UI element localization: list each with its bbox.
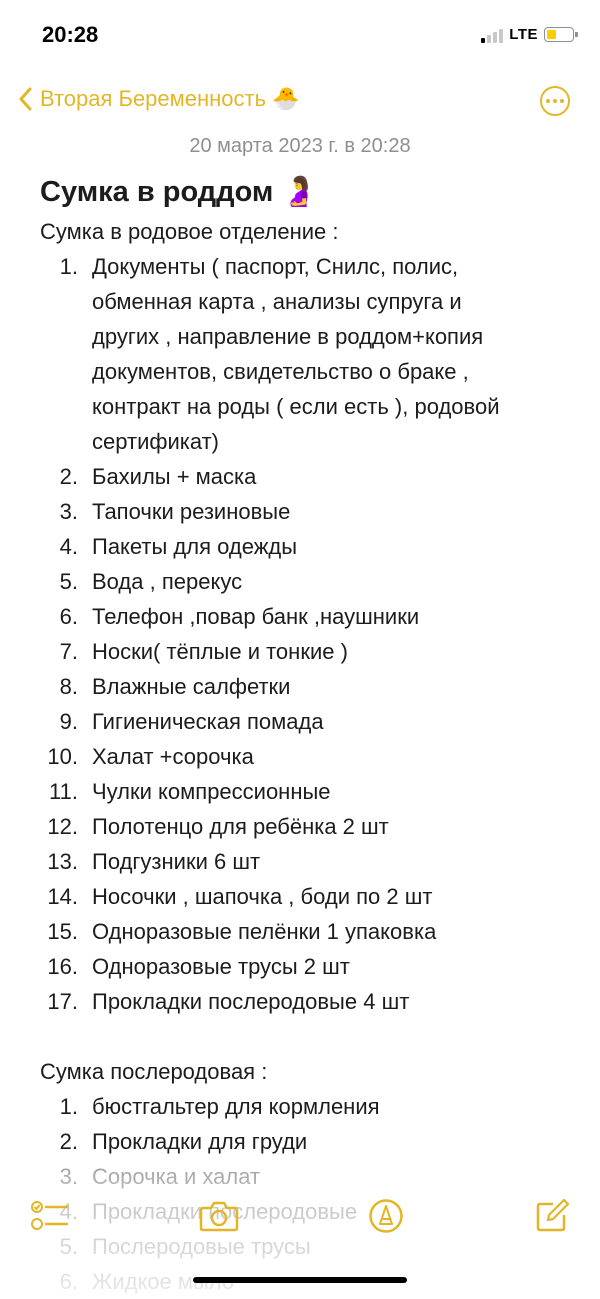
delivery-bag-list <box>40 249 570 1019</box>
list-item-text: Носки( тёплые и тонкие ) <box>92 639 348 664</box>
list-item <box>40 494 570 529</box>
list-item-number: 5. <box>59 569 78 594</box>
list-item-number: 13. <box>47 849 78 874</box>
status-bar <box>0 0 600 70</box>
list-item-text: Пакеты для одежды <box>92 534 298 559</box>
blank-line <box>40 1019 570 1054</box>
list-item-text: документов, свидетельство о браке , <box>92 359 469 384</box>
checklist-icon <box>31 1199 69 1233</box>
camera-icon <box>199 1200 239 1232</box>
list-item-number: 1. <box>59 254 78 279</box>
list-item-number: 1. <box>59 1094 78 1119</box>
list-item-number: 9. <box>59 709 78 734</box>
list-item-text: Телефон ,повар банк ,наушники <box>92 604 420 629</box>
markup-pen-icon <box>368 1198 404 1234</box>
list-item-text: Документы ( паспорт, Снилс, полис, <box>92 254 459 279</box>
checklist-button[interactable] <box>30 1196 70 1236</box>
list-item-text: Прокладки послеродовые 4 шт <box>92 989 410 1014</box>
list-item-text: других , направление в роддом+копия <box>92 324 484 349</box>
status-indicators <box>481 26 574 43</box>
list-item <box>40 1089 570 1124</box>
list-item-text: Полотенцо для ребёнка 2 шт <box>92 814 389 839</box>
signal-strength-icon <box>481 27 503 43</box>
status-time: 20:28 <box>42 22 99 47</box>
list-item-text: Чулки компрессионные <box>92 779 331 804</box>
list-item <box>40 914 570 949</box>
list-item <box>40 879 570 914</box>
list-item-text: Тапочки резиновые <box>92 499 291 524</box>
list-item <box>40 774 570 809</box>
list-item-text: Подгузники 6 шт <box>92 849 261 874</box>
list-item <box>40 809 570 844</box>
back-label: Вторая Беременность <box>40 86 267 111</box>
list-item <box>40 1124 570 1159</box>
list-item-number: 2. <box>59 1129 78 1154</box>
list-item-number: 16. <box>47 954 78 979</box>
nav-bar <box>0 80 600 124</box>
list-item <box>40 564 570 599</box>
list-item <box>40 704 570 739</box>
list-item-text: Влажные салфетки <box>92 674 291 699</box>
list-item-text: Вода , перекус <box>92 569 243 594</box>
list-item-text: Бахилы + маска <box>92 464 257 489</box>
list-item <box>40 949 570 984</box>
battery-icon <box>544 27 574 42</box>
list-item-number: 17. <box>47 989 78 1014</box>
compose-button[interactable] <box>532 1196 572 1236</box>
list-item-text: сертификат) <box>92 429 220 454</box>
hatching-chick-icon: 🐣 <box>272 86 300 111</box>
list-item <box>40 249 570 459</box>
list-item-text: Гигиеническая помада <box>92 709 324 734</box>
list-item <box>40 739 570 774</box>
more-options-button[interactable] <box>540 86 570 116</box>
camera-button[interactable] <box>199 1196 239 1236</box>
section-title-delivery: Сумка в родовое отделение : <box>40 219 339 244</box>
list-item-number: 15. <box>47 919 78 944</box>
note-title: Сумка в роддом 🤰 <box>40 176 318 208</box>
list-item <box>40 599 570 634</box>
list-item-number: 11. <box>49 779 78 804</box>
list-item-number: 4. <box>59 534 78 559</box>
list-item <box>40 459 570 494</box>
home-indicator[interactable] <box>193 1277 407 1283</box>
list-item-number: 14. <box>47 884 78 909</box>
section-title-postpartum: Сумка послеродовая : <box>40 1059 268 1084</box>
list-item <box>40 529 570 564</box>
list-item-number: 7. <box>59 639 78 664</box>
list-item-number: 12. <box>47 814 78 839</box>
list-item <box>40 984 570 1019</box>
compose-icon <box>534 1198 570 1234</box>
list-item-number: 6. <box>59 604 78 629</box>
markup-button[interactable] <box>366 1196 406 1236</box>
list-item-text: обменная карта , анализы супруга и <box>92 289 462 314</box>
list-item-text: Халат +сорочка <box>92 744 254 769</box>
list-item-text: контракт на роды ( если есть ), родовой <box>92 394 500 419</box>
list-item-text: бюстгальтер для кормления <box>92 1094 380 1119</box>
chevron-left-icon <box>18 87 32 111</box>
back-button[interactable] <box>18 86 300 112</box>
note-date: 20 марта 2023 г. в 20:28 <box>189 135 411 157</box>
list-item-text: Одноразовые трусы 2 шт <box>92 954 350 979</box>
list-item-number: 2. <box>59 464 78 489</box>
list-item-text: Одноразовые пелёнки 1 упаковка <box>92 919 437 944</box>
list-item <box>40 634 570 669</box>
list-item-number: 10. <box>47 744 78 769</box>
more-dot-icon <box>546 99 550 103</box>
list-item <box>40 844 570 879</box>
list-item-text: Носочки , шапочка , боди по 2 шт <box>92 884 433 909</box>
list-item-number: 3. <box>59 499 78 524</box>
note-body[interactable] <box>40 170 570 1299</box>
network-type: LTE <box>509 26 538 43</box>
list-item-number: 8. <box>59 674 78 699</box>
list-item <box>40 669 570 704</box>
list-item-text: Прокладки для груди <box>92 1129 308 1154</box>
